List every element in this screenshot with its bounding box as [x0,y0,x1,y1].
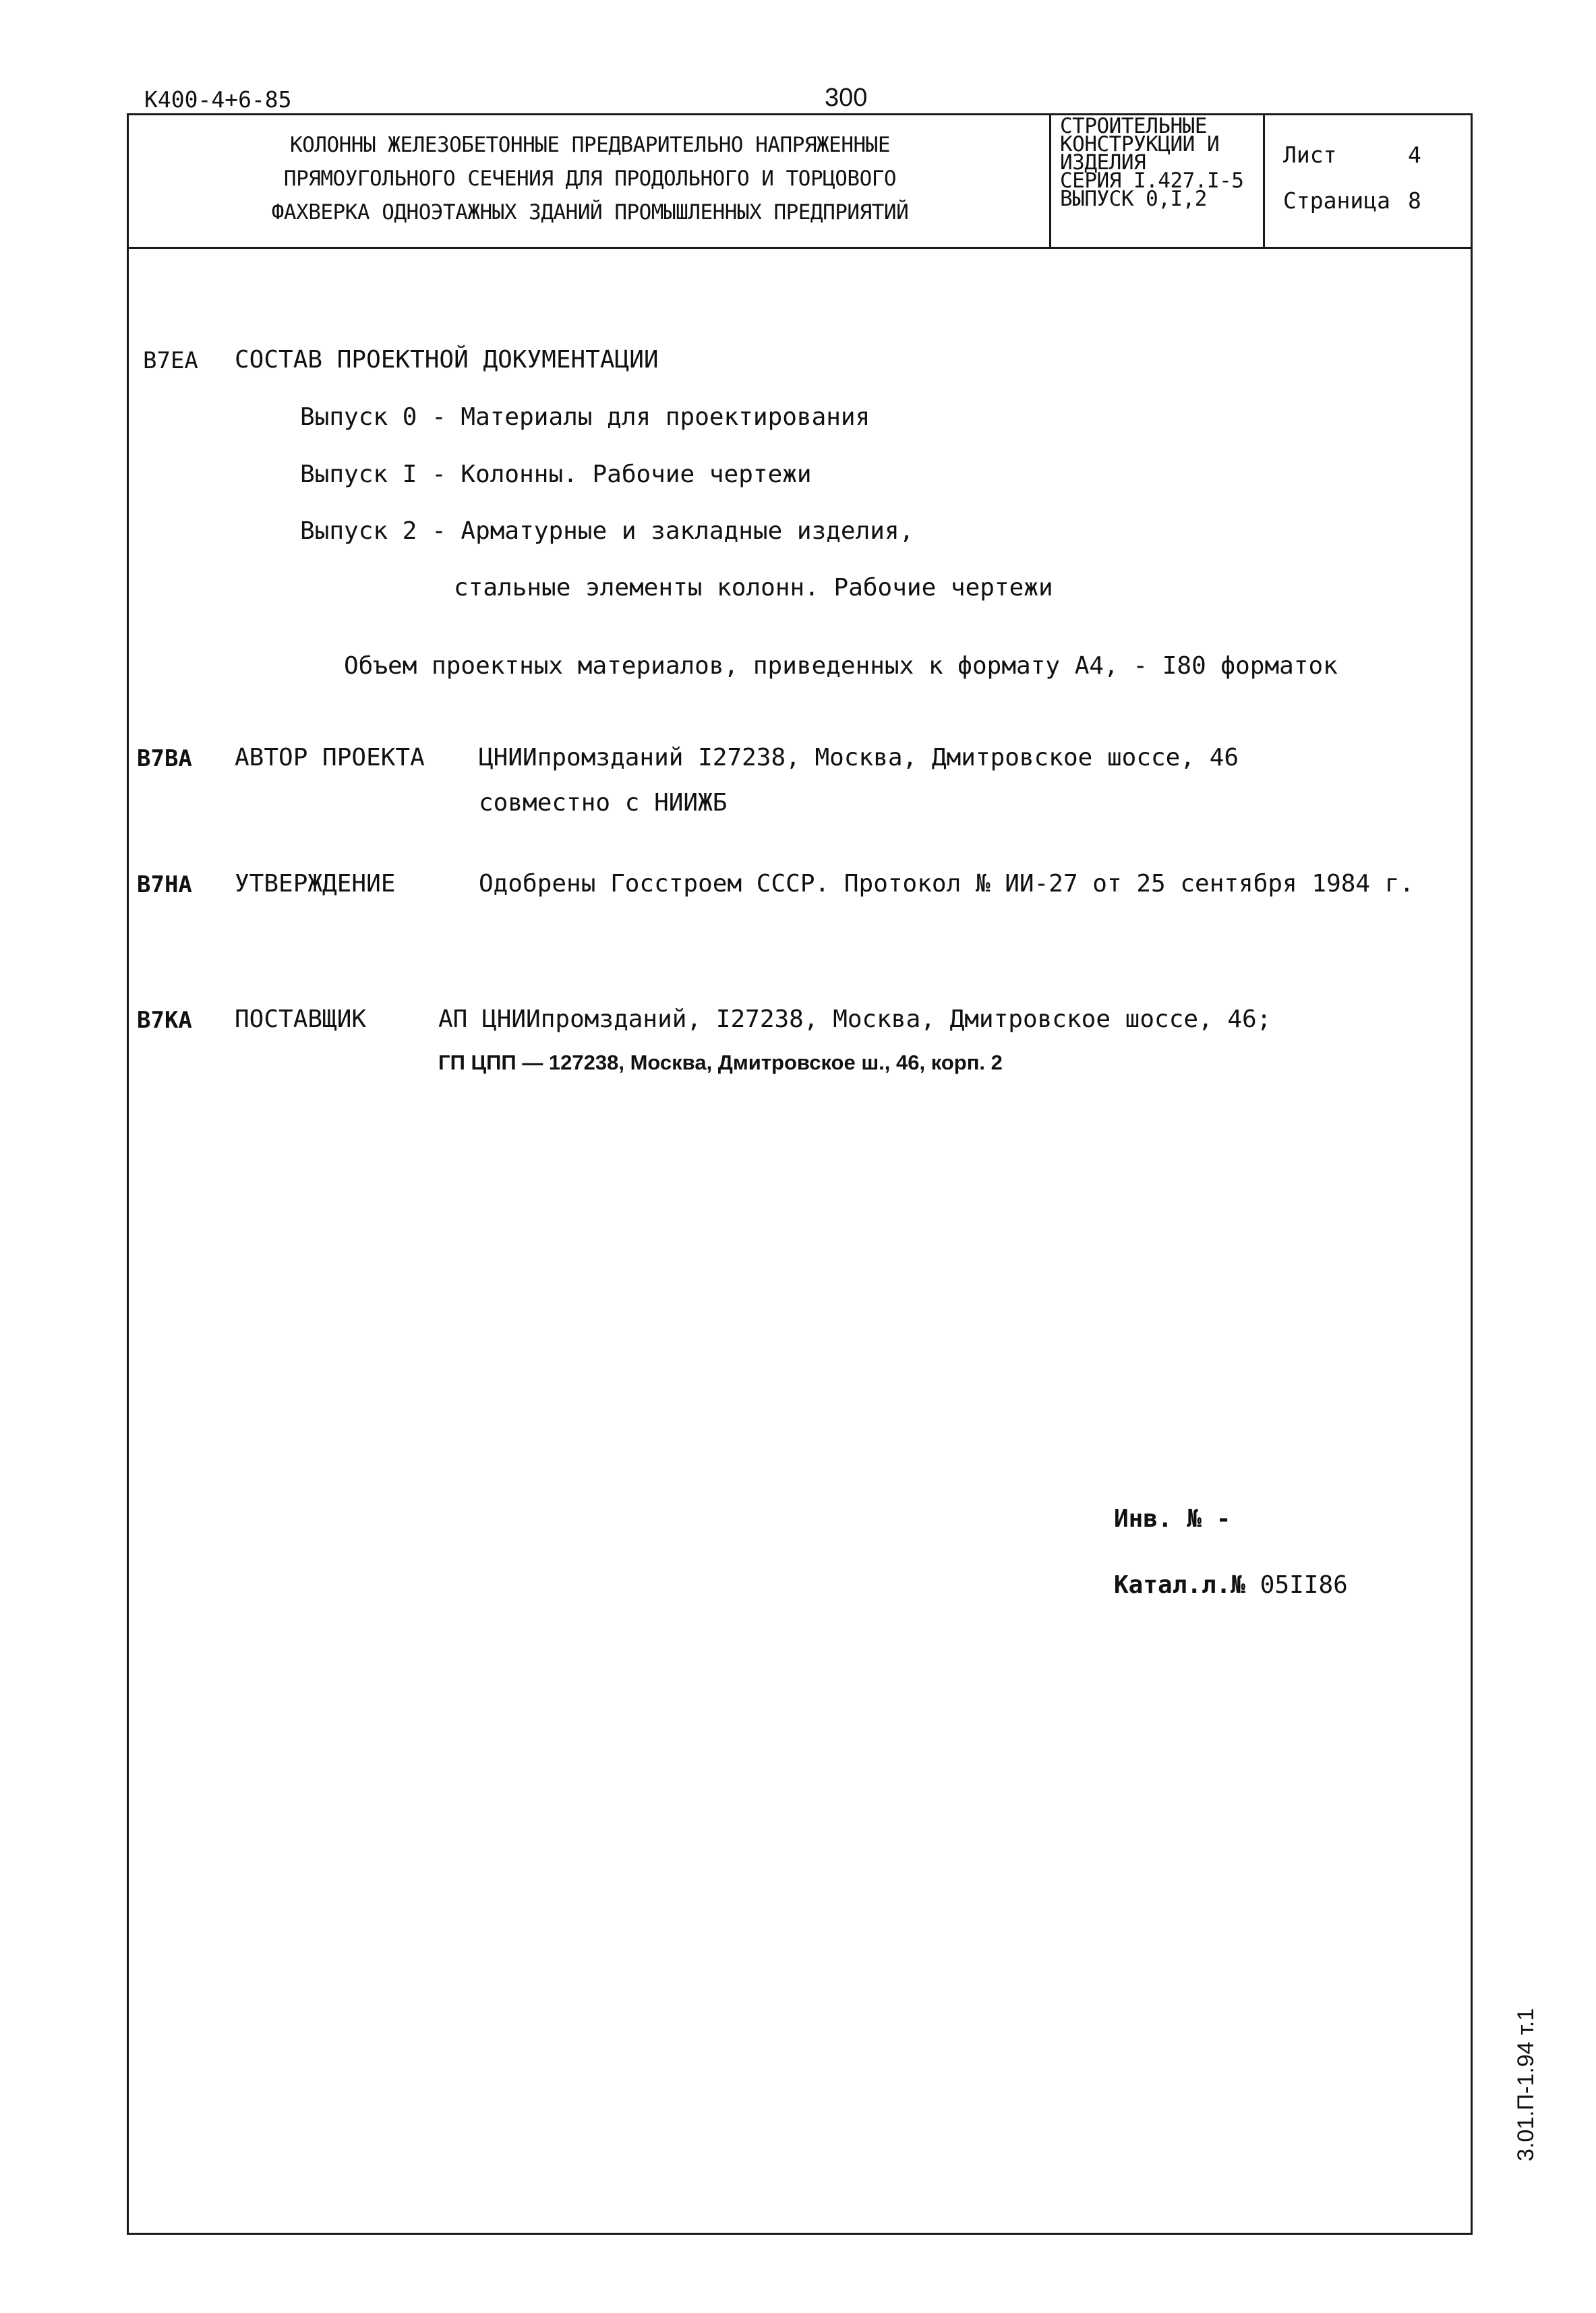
catalog-line [1114,1571,1348,1599]
side-document-code: 3.01.П-1.94 т.1 [1513,2008,1539,2161]
series-line-1: СТРОИТЕЛЬНЫЕ [1060,114,1207,138]
page-frame [127,113,1473,2235]
title-line-3: ФАХВЕРКА ОДНОЭТАЖНЫХ ЗДАНИЙ ПРОМЫШЛЕННЫХ ПРЕДПРИЯТИЙ [271,200,909,225]
section-code-b7ka: В7КА [137,1007,192,1034]
supplier-address-2: ГП ЦПП — 127238, Москва, Дмитровское ш., 46, корп. 2 [438,1051,1003,1074]
document-title [135,128,1045,229]
page-label: Страница [1283,187,1390,214]
series-line-5: ВЫПУСК 0,I,2 [1060,187,1207,211]
issue-item-2-continuation: стальные элементы колонн. Рабочие чертежи [454,574,1053,602]
author-address: ЦНИИпромзданий I27238, Москва, Дмитровское шоссе, 46 [479,744,1239,771]
series-line-2: КОНСТРУКЦИИ И [1060,132,1220,156]
page-value: 8 [1408,187,1421,214]
series-line-4: СЕРИЯ I.427.I-5 [1060,169,1244,193]
approval-text: Одобрены Госстроем СССР. Протокол № ИИ-27 от 25 сентября 1984 г. [479,870,1415,898]
section-heading-composition: СОСТАВ ПРОЕКТНОЙ ДОКУМЕНТАЦИИ [235,346,659,374]
sheet-value: 4 [1408,142,1421,168]
author-label: АВТОР ПРОЕКТА [235,744,425,771]
section-code-b7na: В7НА [137,871,192,898]
series-info [1060,114,1244,211]
title-block-separator-1 [1049,113,1051,247]
volume-note: Объем проектных материалов, приведенных к формату А4, - I80 форматок [344,652,1338,680]
section-code-b7ba: В7ВА [137,745,192,772]
sheet-label: Лист [1283,142,1337,168]
document-code: К400-4+6-85 [144,86,292,113]
title-block-separator-2 [1263,113,1265,247]
section-code-b7ea: В7ЕА [143,347,198,374]
supplier-address: АП ЦНИИпромзданий, I27238, Москва, Дмитровское шоссе, 46; [438,1005,1272,1033]
supplier-label: ПОСТАВЩИК [235,1005,367,1033]
inventory-number: Инв. № - [1114,1505,1231,1533]
issue-item-2: Выпуск 2 - Арматурные и закладные изделия, [300,517,914,545]
issue-item-1: Выпуск I - Колонны. Рабочие чертежи [300,461,812,488]
catalog-number: 05II86 [1260,1571,1348,1599]
title-block-divider [127,247,1473,249]
approval-label: УТВЕРЖДЕНИЕ [235,870,396,898]
issue-item-0: Выпуск 0 - Материалы для проектирования [300,403,870,431]
title-line-1: КОЛОННЫ ЖЕЛЕЗОБЕТОННЫЕ ПРЕДВАРИТЕЛЬНО НАПРЯЖЕННЫЕ [289,133,890,157]
author-coauthor: совместно с НИИЖБ [479,789,728,817]
series-line-3: ИЗДЕЛИЯ [1060,150,1146,175]
title-line-2: ПРЯМОУГОЛЬНОГО СЕЧЕНИЯ ДЛЯ ПРОДОЛЬНОГО И ТОРЦОВОГО [283,167,897,191]
page-number: 300 [825,84,868,112]
catalog-label: Катал.л.№ [1114,1571,1246,1599]
